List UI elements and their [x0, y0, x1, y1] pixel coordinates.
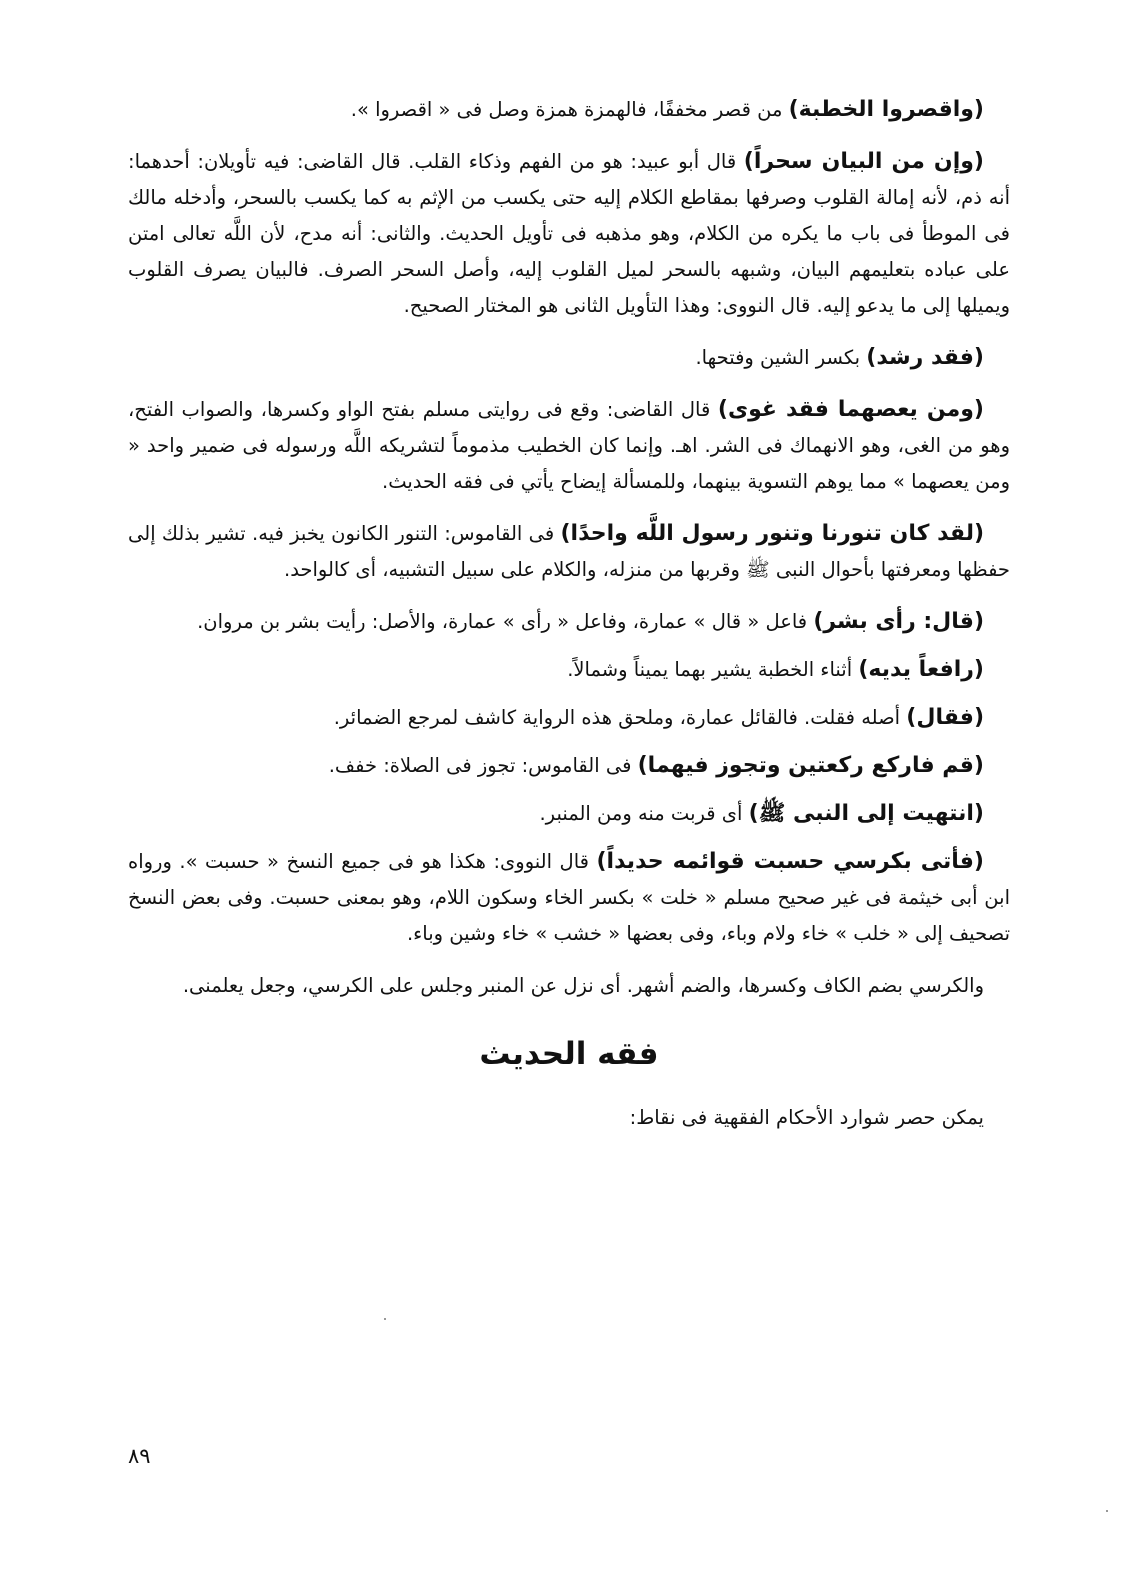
paragraph-text: بكسر الشين وفتحها. [695, 346, 867, 369]
term: (لقد كان تنورنا وتنور رسول اللَّه واحدًا) [560, 521, 985, 546]
paragraph-text: قال القاضى: وقع فى روايتى مسلم بفتح الواو وكسرها، والصواب الفتح، وهو من الغى، وهو الانهماك فى الشر. اهـ. وإنما كان الخطيب مذموماً لتشريكه اللَّه ورسوله فى ضمير واحد « ومن يعصهما » مما يوهم التسوية بينهما، وللمسألة إيضاح يأتي فى فقه الحديث. [128, 398, 1010, 493]
paragraph-text: من قصر مخففًا، فالهمزة همزة وصل فى « اقصروا ». [350, 98, 789, 121]
term: (وإن من البيان سحراً) [743, 149, 984, 174]
paragraph-text: فى القاموس: تجوز فى الصلاة: خفف. [328, 754, 638, 777]
paragraph-1 [128, 92, 1010, 128]
paragraph-12 [128, 968, 1010, 1004]
paragraph-text: والكرسي بضم الكاف وكسرها، والضم أشهر. أى نزل عن المنبر وجلس على الكرسي، وجعل يعلمنى. [182, 974, 984, 997]
paragraph-6 [128, 604, 1010, 640]
term: (رافعاً يديه) [858, 657, 984, 682]
paragraph-text: فى القاموس: التنور الكانون يخبز فيه. تشير بذلك إلى حفظها ومعرفتها بأحوال النبى ﷺ وقربها من منزله، والكلام على سبيل التشبيه، أى كالواحد. [128, 522, 1010, 581]
scan-speck [384, 1318, 386, 1320]
paragraph-4 [128, 392, 1010, 500]
term: (انتهيت إلى النبى ﷺ) [748, 801, 984, 826]
paragraph-text: أصله فقلت. فالقائل عمارة، وملحق هذه الرواية كاشف لمرجع الضمائر. [333, 706, 907, 729]
paragraph-text: قال أبو عبيد: هو من الفهم وذكاء القلب. قال القاضى: فيه تأويلان: أحدهما: أنه ذم، لأنه إمالة القلوب وصرفها بمقاطع الكلام إليه حتى يكسب من الإثم به كما يكسب بالسحر، وأدخله مالك فى الموطأ فى باب ما يكره من الكلام، وهو مذهبه فى تأويل الحديث. والثانى: أنه مدح، لأن اللَّه تعالى امتن على عباده بتعليمهم البيان، وشبهه بالسحر لميل القلوب إليه، وأصل السحر الصرف. فالبيان يصرف القلوب ويميلها إلى ما يدعو إليه. قال النووى: وهذا التأويل الثانى هو المختار الصحيح. [128, 150, 1010, 317]
paragraph-text: قال النووى: هكذا هو فى جميع النسخ « حسبت ». ورواه ابن أبى خيثمة فى غير صحيح مسلم « خلت » بكسر الخاء وسكون اللام، وهو بمعنى حسبت. وفى بعض النسخ تصحيف إلى « خلب » خاء ولام وباء، وفى بعضها « خشب » خاء وشين وباء. [128, 850, 1010, 945]
scan-speck [1106, 1510, 1108, 1512]
paragraph-2 [128, 144, 1010, 324]
paragraph-7 [128, 652, 1010, 688]
paragraph-9 [128, 748, 1010, 784]
page-number: ٨٩ [128, 1444, 151, 1468]
paragraph-3 [128, 340, 1010, 376]
term: (فأتى بكرسي حسبت قوائمه حديداً) [596, 849, 984, 874]
term: (فقد رشد) [866, 345, 984, 370]
term: (قم فاركع ركعتين وتجوز فيهما) [637, 753, 984, 778]
term: (واقصروا الخطبة) [788, 97, 984, 122]
term: (فقال) [906, 705, 984, 730]
term: (ومن يعصهما فقد غوى) [717, 397, 984, 422]
section-heading: فقه الحديث [479, 1036, 659, 1072]
paragraph-text: أثناء الخطبة يشير بهما يميناً وشمالاً. [567, 658, 859, 681]
term: (قال: رأى بشر) [813, 609, 984, 634]
paragraph-10 [128, 796, 1010, 832]
paragraph-text: فاعل « قال » عمارة، وفاعل « رأى » عمارة، والأصل: رأيت بشر بن مروان. [197, 610, 814, 633]
paragraph-5 [128, 516, 1010, 588]
paragraph-text: أى قربت منه ومن المنبر. [539, 802, 749, 825]
paragraph-11 [128, 844, 1010, 952]
paragraph-8 [128, 700, 1010, 736]
page-body [128, 92, 1010, 1136]
intro-text: يمكن حصر شوارد الأحكام الفقهية فى نقاط: [629, 1106, 984, 1129]
